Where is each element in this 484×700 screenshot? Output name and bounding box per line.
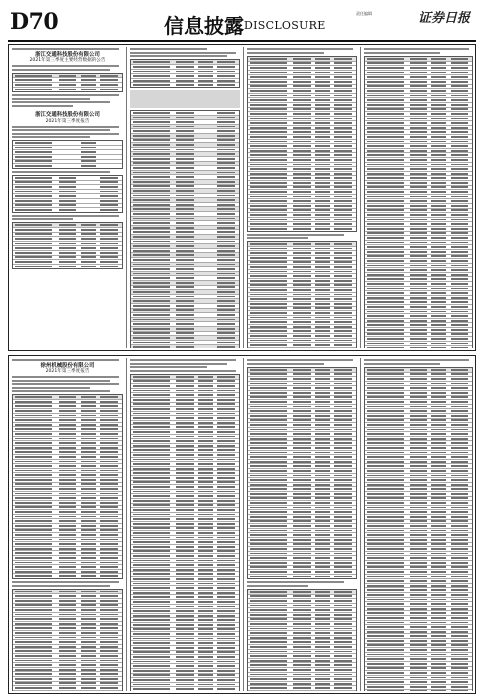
top-col-2 — [130, 47, 240, 348]
column-rule — [243, 358, 244, 691]
bottom-col3-table — [247, 367, 357, 579]
bottom-disclosure-block — [8, 355, 476, 694]
page-number: D70 — [10, 9, 59, 35]
column-rule — [243, 47, 244, 348]
bottom-col-2 — [130, 358, 240, 691]
top-col2-table-2 — [130, 110, 240, 348]
top-col3-table — [247, 56, 357, 232]
section-title-en: DISCLOSURE — [244, 19, 326, 32]
masthead — [8, 6, 476, 42]
column-rule — [126, 47, 127, 348]
top-col3-table-2 — [247, 241, 357, 348]
column-rule — [360, 47, 361, 348]
bottom-col-4 — [364, 358, 473, 691]
bottom-col2-table — [130, 374, 240, 691]
bottom-col4-table — [364, 367, 473, 691]
top-data-table — [12, 73, 123, 92]
bottom-notice-company: 徐州机械股份有限公司 — [40, 362, 95, 369]
top-disclosure-block — [8, 44, 476, 351]
editor-line: 责任编辑 — [356, 11, 372, 16]
bottom-col-3 — [247, 358, 357, 691]
bottom-table-1 — [12, 394, 123, 579]
bottom-notice-title: 2021年第三季度报告 — [45, 369, 90, 375]
column-rule — [360, 358, 361, 691]
newspaper-logo: 证券日报 — [418, 11, 471, 26]
section-title-cn: 信息披露 — [164, 14, 244, 38]
bottom-col-1 — [12, 358, 123, 691]
top-col2-table — [130, 59, 240, 88]
bottom-col3-table-2 — [247, 589, 357, 691]
top-notice2-title: 2021年第三季度报告 — [45, 118, 90, 124]
top-notice2-company: 浙江交通科技股份有限公司 — [35, 112, 100, 119]
top-col-1 — [12, 47, 123, 348]
top-table-3 — [12, 175, 123, 213]
top-table-2 — [12, 140, 123, 169]
top-notice1-title: 2021年第三季度主要经营数据的公告 — [29, 58, 106, 64]
top-col4-table — [364, 56, 473, 348]
top-notice1-company: 浙江交通科技股份有限公司 — [35, 51, 100, 58]
top-table-4 — [12, 222, 123, 269]
column-rule — [126, 358, 127, 691]
bottom-table-2 — [12, 589, 123, 691]
top-col-4 — [364, 47, 473, 348]
top-col-3 — [247, 47, 357, 348]
